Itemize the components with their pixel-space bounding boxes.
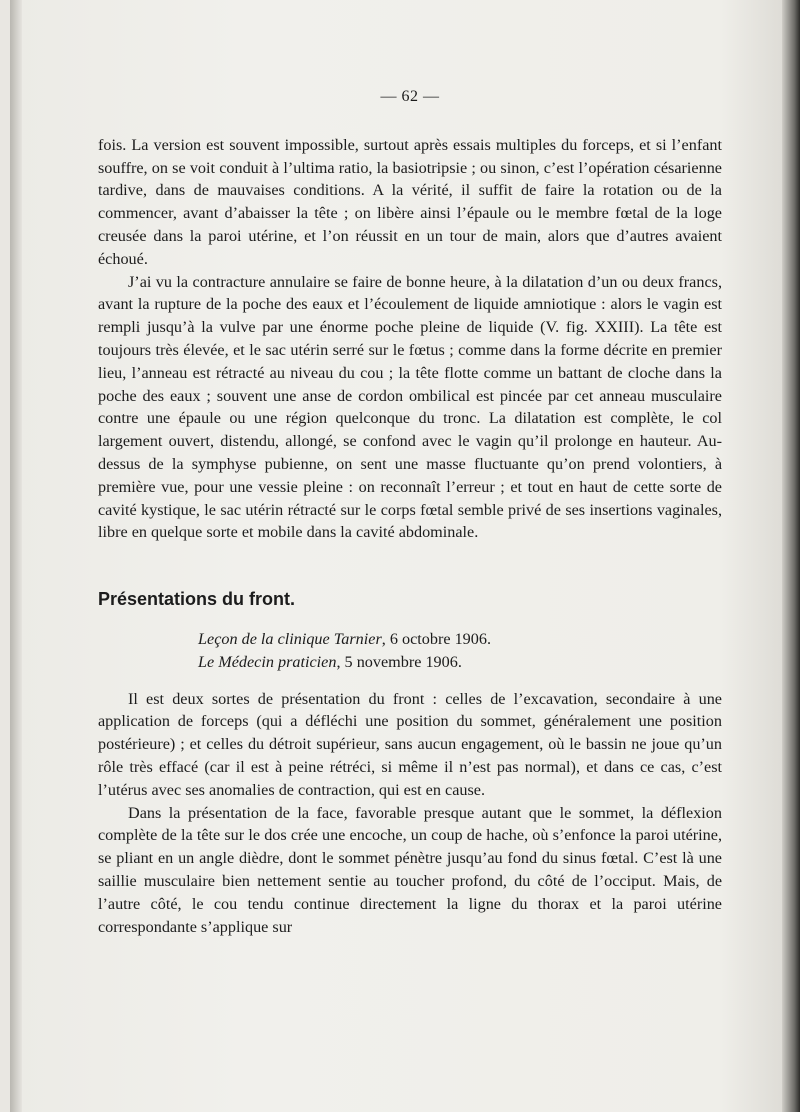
page-content xyxy=(98,86,722,938)
paragraph-continuation: fois. La version est souvent impossible, surtout après essais multiples du forceps, et si l’enfant souffre, on se voit conduit à l’ultima ratio, la basiotripsie ; ou sinon, c’est l’opération césarienne tardive, dans de mauvaises conditions. A la vérité, il suffit de faire la rotation ou de la commencer, avant d’abaisser la tête ; on libère ainsi l’épaule ou le membre fœtal de la loge creusée dans la paroi utérine, et l’on réussit en un tour de main, alors que d’autres avaient échoué. xyxy=(98,135,722,268)
source-citation-1 xyxy=(198,628,722,651)
source-2-date: , 5 novembre 1906. xyxy=(336,652,462,671)
paragraph-face-presentation: Dans la présentation de la face, favorable presque autant que le sommet, la déflexion complète de la tête sur le dos crée une encoche, un coup de hache, où s’enfonce la paroi utérine, se pliant en un angle dièdre, dont le sommet pénètre jusqu’au fond du sinus fœtal. C’est là une saillie musculaire bien nettement sentie au toucher profond, du côté de l’occiput. Mais, de l’autre côté, le cou tendu continue directement la ligne du thorax et la paroi utérine correspondante s’applique sur xyxy=(98,803,722,936)
paragraph-two-kinds: Il est deux sortes de présentation du front : celles de l’excavation, secondaire à une application de forceps (qui a défléchi une position du sommet, généralement une position postérieure) ; et celles du détroit supérieur, sans aucun engagement, où le bassin ne joue qu’un rôle très effacé (car il est à peine rétréci, si même il n’est pas normal), et dans ce cas, c’est l’utérus avec ses anomalies de contraction, qui est en cause. xyxy=(98,689,722,799)
source-1-title: Leçon de la clinique Tarnier xyxy=(198,629,382,648)
paragraph-contracture: J’ai vu la contracture annulaire se faire de bonne heure, à la dilatation d’un ou deux francs, avant la rupture de la poche des eaux et l’écoulement de liquide amniotique : alors le vagin est rempli jusqu’à la vulve par une énorme poche pleine de liquide (V. fig. XXIII). La tête est toujours très élevée, et le sac utérin serré sur le fœtus ; comme dans la forme décrite en premier lieu, l’anneau est rétracté au niveau du cou ; la tête flotte comme un battant de cloche dans la poche des eaux ; souvent une anse de cordon ombilical est pincée par cet anneau musculaire contre une épaule ou une région quelconque du tronc. La dilatation est complète, le col largement ouvert, distendu, allongé, se confond avec le vagin qu’il prolonge en hauteur. Au-dessus de la symphyse pubienne, on sent une masse fluctuante qu’on prend volontiers, à première vue, pour une vessie pleine : on reconnaît l’erreur ; et tout en haut de cette sorte de cavité kystique, le sac utérin rétracté sur le corps fœtal semble privé de ses insertions vaginales, libre en quelque sorte et mobile dans la cavité abdominale. xyxy=(98,272,722,542)
section-title: Présentations du front. xyxy=(98,589,296,610)
page-left-edge xyxy=(10,0,22,1112)
source-citation-2 xyxy=(198,651,722,674)
page-number: — 62 — xyxy=(380,88,440,105)
source-2-title: Le Médecin praticien xyxy=(198,652,337,671)
book-page xyxy=(10,0,800,1112)
source-1-date: , 6 octobre 1906. xyxy=(381,629,491,648)
page-gutter-shadow xyxy=(782,0,800,1112)
